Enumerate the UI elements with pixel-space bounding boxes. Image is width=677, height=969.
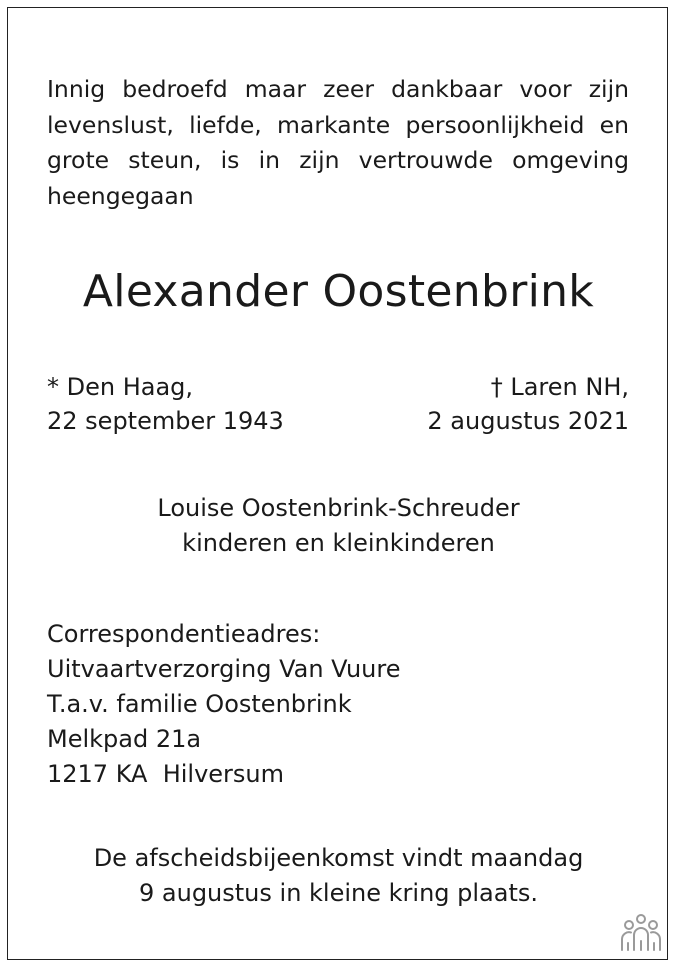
death-date: 2 augustus 2021: [427, 407, 629, 435]
address-line: Melkpad 21a: [47, 725, 202, 753]
deceased-name: Alexander Oostenbrink: [82, 266, 595, 317]
farewell-line: De afscheidsbijeenkomst vindt maandag: [93, 844, 584, 872]
intro-line: heengegaan: [47, 181, 194, 210]
intro-line: Innig bedroefd maar zeer dankbaar voor zijn: [47, 75, 629, 103]
family-line: kinderen en kleinkinderen: [182, 529, 495, 557]
address-line: Correspondentieadres:: [47, 620, 321, 648]
birth-date: 22 september 1943: [47, 407, 284, 435]
address-line: Uitvaartverzorging Van Vuure: [47, 655, 401, 683]
birth-info: [47, 370, 284, 438]
farewell-block: [0, 841, 677, 911]
family-line: Louise Oostenbrink-Schreuder: [157, 494, 520, 522]
birth-place: * Den Haag,: [47, 373, 194, 401]
address-line: 1217 KA Hilversum: [47, 760, 285, 788]
family-block: [0, 491, 677, 561]
people-group-icon: [617, 913, 665, 953]
intro-line: levenslust, liefde, markante persoonlijkheid en: [47, 110, 629, 139]
death-place: † Laren NH,: [490, 373, 629, 401]
correspondence-address: [47, 617, 401, 792]
intro-text: [47, 72, 629, 214]
intro-line: grote steun, is in zijn vertrouwde omgeving: [47, 146, 629, 174]
address-line: T.a.v. familie Oostenbrink: [47, 690, 352, 718]
death-info: [427, 370, 629, 438]
farewell-line: 9 augustus in kleine kring plaats.: [139, 879, 538, 907]
